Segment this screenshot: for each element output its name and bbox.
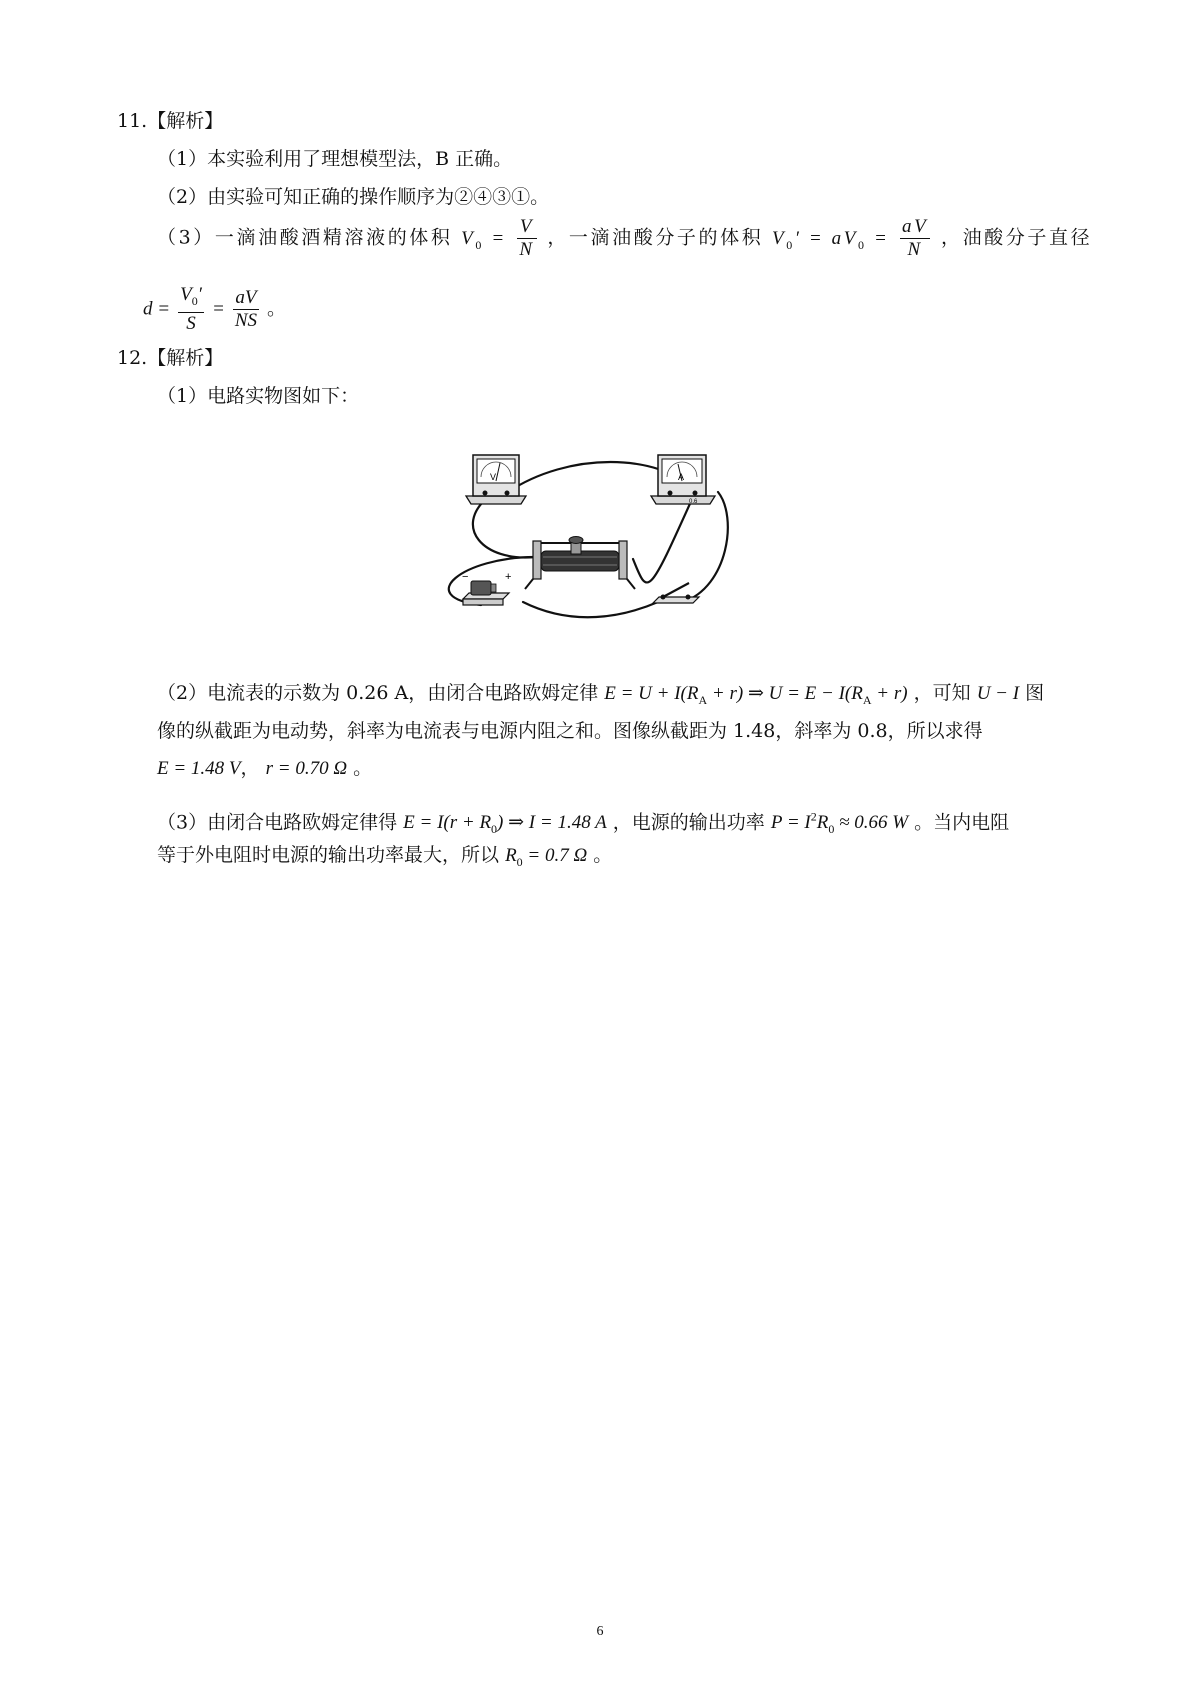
voltmeter-icon [466, 455, 526, 504]
q12-title: 12.【解析】 [117, 347, 224, 369]
q12-part3-text4: 等于外电阻时电源的输出功率最大，所以 [157, 844, 500, 866]
q12-part3-text3: 。当内电阻 [914, 811, 1010, 834]
q11-part3-text1: （3）一滴油酸酒精溶液的体积 [157, 226, 453, 249]
formula-closed-circuit-law: $E = U + I(R_A + r)$ ⇒ $U = E - I(R_A + r)$ [604, 683, 908, 707]
wire-voltmeter-rheostat [473, 497, 535, 557]
q12-part3-line1 [157, 804, 1009, 842]
q11-part1: （1）本实验利用了理想模型法，B 正确。 [157, 148, 513, 170]
switch-icon [653, 583, 699, 603]
formula-output-power: $P = I^2R_0 \approx 0.66$ W [770, 810, 909, 837]
formula-current: $E = I(r + R_0)$ ⇒ I = 1.48 A [403, 812, 607, 837]
fraction-v0prime-over-s: $\frac{V_0'}{S}$ [180, 284, 202, 334]
battery-icon [462, 571, 511, 605]
q12-part2-text1: （2）电流表的示数为 0.26 A，由闭合电路欧姆定律 [157, 682, 599, 704]
ammeter-icon [651, 455, 715, 505]
q11-part3 [157, 216, 1092, 261]
q12-part2-text3: 图 [1025, 682, 1045, 704]
q11-part3-end: 。 [267, 297, 287, 320]
formula-v0-prime: $V_0' = aV_0$ = [771, 227, 890, 252]
q11-part2: （2）由实验可知正确的操作顺序为②④③①。 [157, 186, 550, 208]
q12-part3-text1: （3）由闭合电路欧姆定律得 [157, 811, 398, 834]
q12-part3-text2: ，电源的输出功率 [612, 811, 765, 834]
wire-rheostat-ammeter [633, 497, 693, 582]
fraction-av-over-ns: $\frac{aV}{NS}$ [234, 286, 257, 331]
result-internal-resistance: r = 0.70 Ω [265, 758, 348, 779]
fraction-av-over-n: $\frac{aV}{N}$ [902, 216, 929, 260]
q11-diameter-formula: d = $\frac{V_0'}{S}$ = $\frac{aV}{NS}$ 。 [143, 284, 287, 334]
q12-part2-text2: ，可知 [913, 682, 971, 704]
battery-minus-label: − [462, 571, 469, 583]
q12-part2-line2: 像的纵截距为电动势，斜率为电流表与电源内阻之和。图像纵截距为 1.48，斜率为 0.8，所以求得 [157, 720, 983, 742]
result-emf: E = 1.48 V [157, 758, 241, 779]
q11-part3-text3: ，油酸分子直径 [940, 226, 1093, 249]
q11-title: 11.【解析】 [117, 110, 224, 132]
result-r0: $R_0 = 0.7$ Ω [505, 845, 588, 869]
circuit-diagram [463, 447, 743, 607]
ammeter-terminal-label: 0.6 [689, 499, 698, 505]
q11-part3-text2: ，一滴油酸分子的体积 [547, 226, 764, 249]
voltmeter-letter: V [490, 472, 497, 482]
formula-d: d = [143, 298, 171, 320]
q12-part1: （1）电路实物图如下： [157, 385, 360, 407]
wire-ammeter-switch [683, 492, 728, 602]
q12-part2-line1 [157, 680, 1044, 713]
q12-part3-line2: 等于外电阻时电源的输出功率最大，所以 $R_0 = 0.7$ Ω 。 [157, 844, 613, 869]
page-number: 6 [596, 1624, 604, 1639]
battery-plus-label: + [505, 571, 512, 583]
rheostat-icon [525, 537, 635, 590]
formula-v0: $V_0$ = [461, 227, 507, 252]
q12-part2-line3: E = 1.48 V， r = 0.70 Ω 。 [157, 757, 373, 779]
wire-battery-switch [523, 602, 658, 617]
ammeter-letter: A [678, 472, 685, 482]
fraction-v-over-n: $\frac{V}{N}$ [519, 216, 535, 260]
formula-u-minus-i: U − I [976, 683, 1020, 704]
